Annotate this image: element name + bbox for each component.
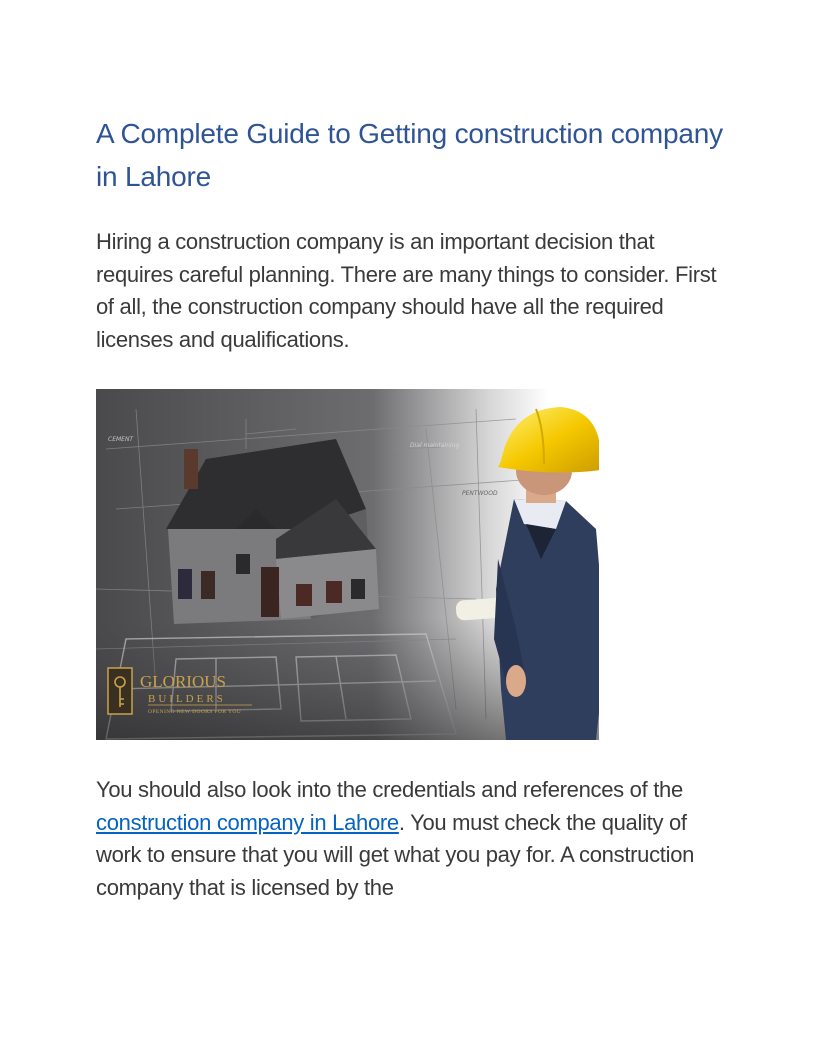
intro-paragraph: Hiring a construction company is an important decision that requires careful planning. There are many things to consider. First of all, the construction company should have all the required licenses and qualifications. [96, 229, 717, 352]
body-paragraph [96, 774, 736, 904]
page-title: A Complete Guide to Getting construction company in Lahore [96, 118, 723, 192]
hero-image [96, 389, 599, 740]
svg-text:Dial maintaining: Dial maintaining [410, 442, 460, 449]
house-model [166, 439, 379, 624]
svg-text:GLORIOUS: GLORIOUS [140, 672, 226, 691]
svg-text:OPENING NEW DOORS FOR YOU: OPENING NEW DOORS FOR YOU [148, 709, 242, 715]
svg-text:CEMENT: CEMENT [108, 436, 134, 443]
svg-text:BUILDERS: BUILDERS [148, 693, 226, 705]
svg-text:PENTWOOD: PENTWOOD [462, 490, 498, 497]
paragraph-text-before-link: You should also look into the credentials and references of the [96, 777, 683, 802]
paragraph-text-after-link: . You must check the quality of work to ensure that you will get what you pay for. A construction company that is licensed by the [96, 809, 695, 900]
construction-company-link[interactable]: construction company in Lahore [96, 809, 399, 835]
